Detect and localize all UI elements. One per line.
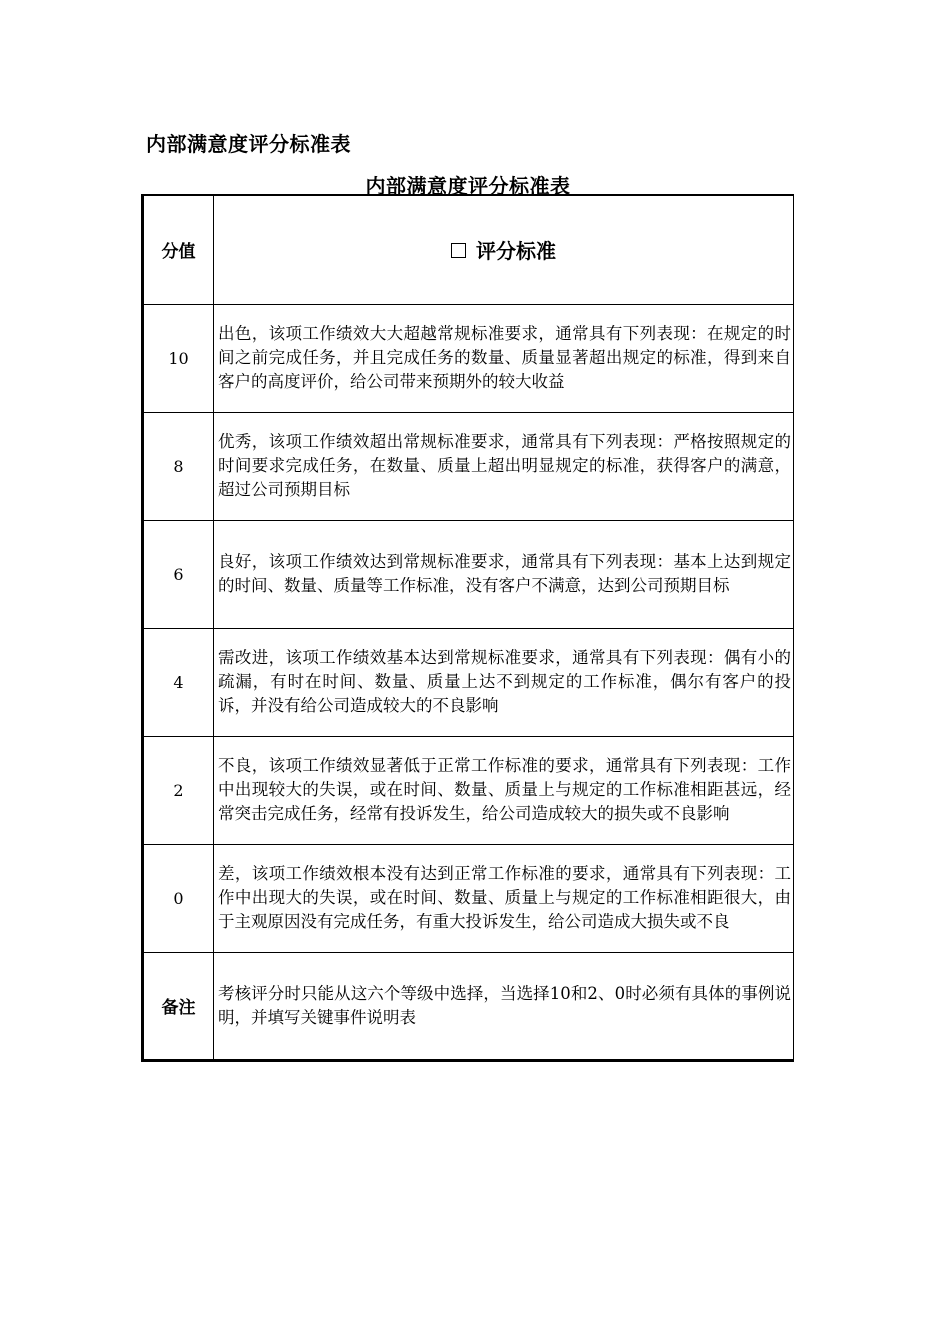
note-text: 考核评分时只能从这六个等级中选择，当选择10和2、0时必须有具体的事例说明，并填写关键事件说明表 <box>214 952 794 1060</box>
score-value: 10 <box>143 304 214 412</box>
criteria-description: 出色，该项工作绩效大大超越常规标准要求，通常具有下列表现：在规定的时间之前完成任务，并且完成任务的数量、质量显著超出规定的标准，得到来自客户的高度评价，给公司带来预期外的较大收益 <box>214 304 794 412</box>
score-value: 2 <box>143 736 214 844</box>
score-column-header: 分值 <box>143 195 214 304</box>
table-header-row <box>143 195 794 304</box>
score-value: 6 <box>143 520 214 628</box>
criteria-description: 差，该项工作绩效根本没有达到正常工作标准的要求，通常具有下列表现：工作中出现大的失误，或在时间、数量、质量上与规定的工作标准相距很大，由于主观原因没有完成任务，有重大投诉发生，给公司造成大损失或不良 <box>214 844 794 952</box>
score-value: 8 <box>143 412 214 520</box>
criteria-column-header <box>214 195 794 304</box>
table-row <box>143 304 794 412</box>
table-row <box>143 628 794 736</box>
score-value: 4 <box>143 628 214 736</box>
criteria-header-label: 评分标准 <box>476 239 556 264</box>
table-row <box>143 844 794 952</box>
document-title: 内部满意度评分标准表 <box>146 132 351 156</box>
criteria-description: 需改进，该项工作绩效基本达到常规标准要求，通常具有下列表现：偶有小的疏漏，有时在时间、数量、质量上达不到规定的工作标准，偶尔有客户的投诉，并没有给公司造成较大的不良影响 <box>214 628 794 736</box>
table-row <box>143 520 794 628</box>
criteria-description: 良好，该项工作绩效达到常规标准要求，通常具有下列表现：基本上达到规定的时间、数量、质量等工作标准，没有客户不满意，达到公司预期目标 <box>214 520 794 628</box>
score-criteria-table <box>141 194 794 1062</box>
criteria-description: 优秀，该项工作绩效超出常规标准要求，通常具有下列表现：严格按照规定的时间要求完成任务，在数量、质量上超出明显规定的标准，获得客户的满意，超过公司预期目标 <box>214 412 794 520</box>
table-caption: 内部满意度评分标准表 <box>365 174 571 198</box>
note-row <box>143 952 794 1060</box>
table-row <box>143 736 794 844</box>
table-row <box>143 412 794 520</box>
note-label: 备注 <box>143 952 214 1060</box>
checkbox-square-icon <box>451 243 466 258</box>
criteria-description: 不良，该项工作绩效显著低于正常工作标准的要求，通常具有下列表现：工作中出现较大的失误，或在时间、数量、质量上与规定的工作标准相距甚远，经常突击完成任务，经常有投诉发生，给公司造成较大的损失或不良影响 <box>214 736 794 844</box>
score-value: 0 <box>143 844 214 952</box>
